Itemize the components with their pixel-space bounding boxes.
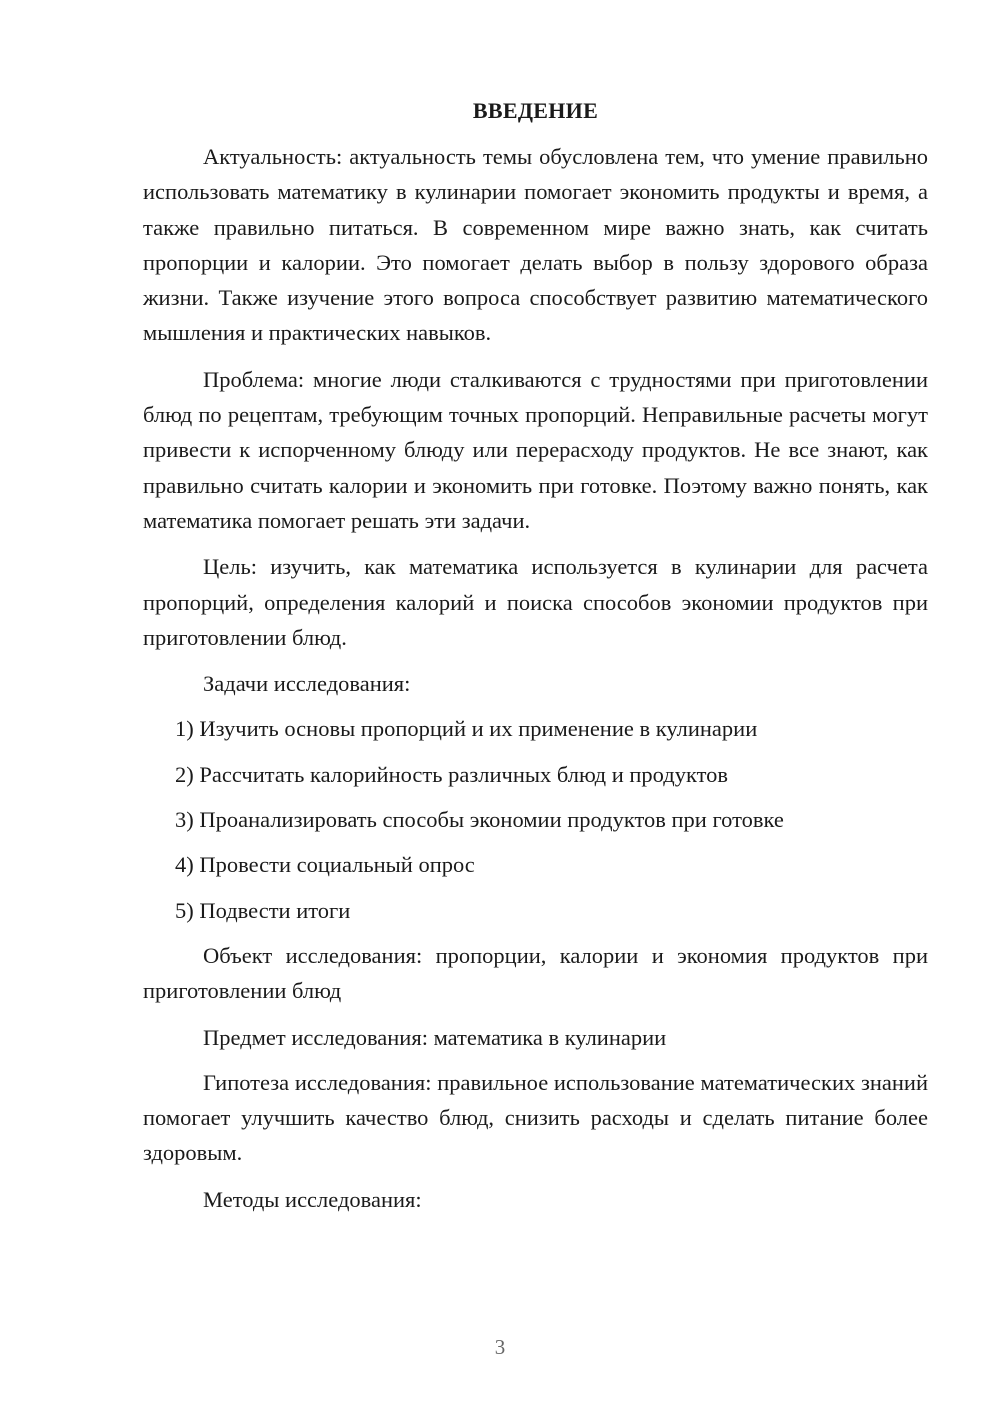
object-paragraph: Объект исследования: пропорции, калории и экономия продуктов при приготовлении блюд — [143, 943, 928, 1004]
task-item: 3) Проанализировать способы экономии продуктов при готовке — [175, 806, 784, 832]
task-item: 5) Подвести итоги — [175, 897, 351, 923]
task-item: 1) Изучить основы пропорций и их применение в кулинарии — [175, 716, 758, 742]
task-item: 4) Провести социальный опрос — [175, 852, 475, 878]
page-title: ВВЕДЕНИЕ — [472, 98, 599, 123]
methods-heading: Методы исследования: — [203, 1186, 422, 1212]
task-item: 2) Рассчитать калорийность различных блюд и продуктов — [175, 761, 729, 787]
hypothesis-paragraph: Гипотеза исследования: правильное использование математических знаний помогает улучшить качество блюд, снизить расходы и сделать питание более здоровым. — [143, 1069, 928, 1166]
tasks-heading: Задачи исследования: — [203, 671, 411, 697]
goal-paragraph: Цель: изучить, как математика используется в кулинарии для расчета пропорций, определения калорий и поиска способов экономии продуктов при приготовлении блюд. — [143, 554, 928, 650]
problem-paragraph: Проблема: многие люди сталкиваются с трудностями при приготовлении блюд по рецептам, требующим точных пропорций. Неправильные расчеты могут привести к испорченному блюду или перерасходу продуктов. Не все знают, как правильно считать калории и экономить при готовке. Поэтому важно понять, как математика помогает решать эти задачи. — [143, 366, 928, 533]
page-number: 3 — [494, 1335, 506, 1359]
subject-paragraph: Предмет исследования: математика в кулинарии — [203, 1024, 667, 1050]
tasks-list — [143, 711, 928, 928]
relevance-paragraph: Актуальность: актуальность темы обусловлена тем, что умение правильно использовать математику в кулинарии помогает экономить продукты и время, а также правильно питаться. В современном мире важно знать, как считать пропорции и калории. Это помогает делать выбор в пользу здорового образа жизни. Также изучение этого вопроса способствует развитию математического мышления и практических навыков. — [143, 144, 928, 346]
page-content — [143, 95, 928, 1227]
